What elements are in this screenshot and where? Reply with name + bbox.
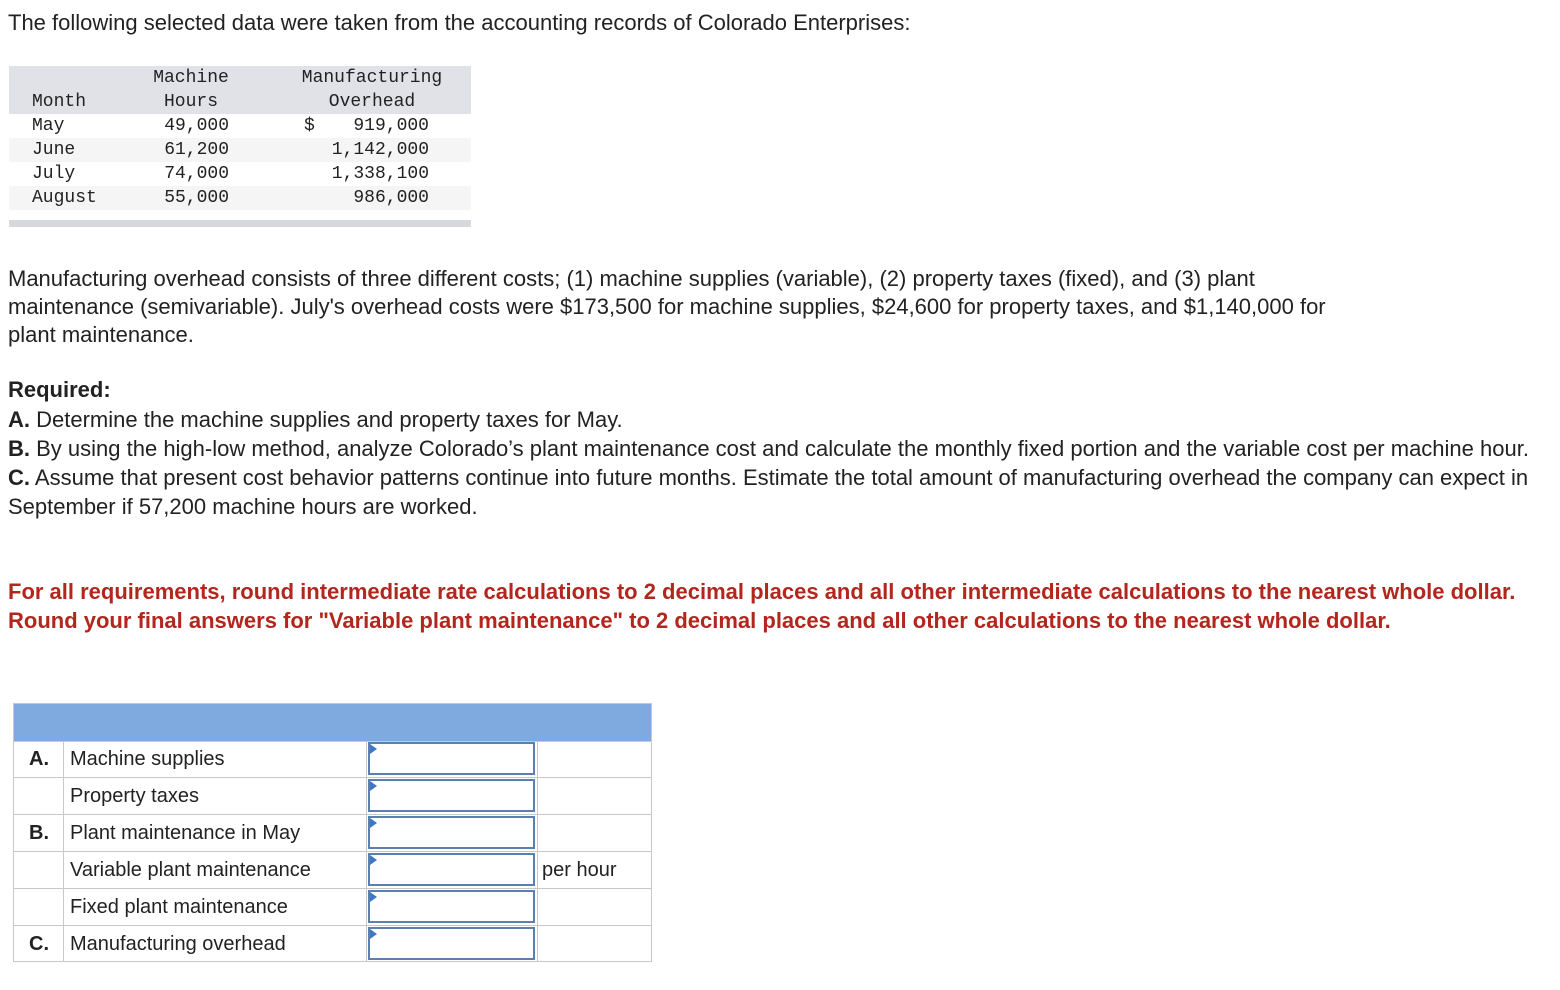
row-letter: C. bbox=[29, 933, 49, 955]
row-unit: per hour bbox=[542, 859, 617, 881]
requirement-b-text: By using the high-low method, analyze Colorado’s plant maintenance cost and calculate the monthly fixed portion and the variable cost per machine hour. bbox=[36, 436, 1529, 461]
cell-hours: 61,200 bbox=[164, 140, 229, 160]
cell-month: July bbox=[32, 164, 76, 184]
cell-overhead: 986,000 bbox=[353, 188, 429, 208]
plant-maintenance-may-input[interactable] bbox=[368, 816, 535, 849]
requirements-list bbox=[8, 405, 1538, 521]
property-taxes-input[interactable] bbox=[368, 779, 535, 812]
row-label: Property taxes bbox=[70, 785, 199, 807]
cell-overhead: 1,338,100 bbox=[331, 164, 429, 184]
variable-plant-maintenance-input[interactable] bbox=[368, 853, 535, 886]
overhead-paragraph-line2: maintenance (semivariable). July's overhead costs were $173,500 for machine supplies, $24,600 for property taxes, and $1,140,000 for bbox=[8, 294, 1326, 319]
answer-row-variable-plant-maintenance bbox=[14, 852, 651, 889]
data-table bbox=[9, 66, 471, 227]
requirement-a-text: Determine the machine supplies and property taxes for May. bbox=[36, 407, 623, 432]
row-letter bbox=[14, 852, 64, 888]
answer-row-manufacturing-overhead bbox=[14, 926, 651, 963]
requirement-c bbox=[8, 463, 1538, 521]
row-letter: B. bbox=[29, 822, 49, 844]
answer-row-plant-maintenance-may bbox=[14, 815, 651, 852]
col-header-overhead-line1: Manufacturing bbox=[301, 68, 443, 88]
row-letter bbox=[14, 778, 64, 814]
manufacturing-overhead-input[interactable] bbox=[368, 927, 535, 960]
cell-overhead: 1,142,000 bbox=[331, 140, 429, 160]
answer-table bbox=[13, 703, 652, 962]
requirement-a-label: A. bbox=[8, 407, 30, 432]
cell-hours: 55,000 bbox=[164, 188, 229, 208]
col-header-hours-line2: Hours bbox=[163, 92, 218, 112]
cell-hours: 49,000 bbox=[164, 116, 229, 136]
row-label: Machine supplies bbox=[70, 748, 225, 770]
row-label: Variable plant maintenance bbox=[70, 859, 311, 881]
data-table-bottom-rule bbox=[9, 220, 471, 227]
requirement-b bbox=[8, 434, 1538, 463]
requirement-c-label: C. bbox=[8, 465, 30, 490]
fixed-plant-maintenance-input[interactable] bbox=[368, 890, 535, 923]
row-letter: A. bbox=[29, 748, 49, 770]
row-label: Fixed plant maintenance bbox=[70, 896, 288, 918]
requirement-b-label: B. bbox=[8, 436, 30, 461]
cell-overhead: 919,000 bbox=[353, 116, 429, 136]
cell-month: June bbox=[32, 140, 76, 160]
cell-hours: 74,000 bbox=[164, 164, 229, 184]
cell-dollar-sign: $ bbox=[304, 116, 315, 136]
col-header-hours-line1: Machine bbox=[153, 68, 229, 88]
row-letter bbox=[14, 889, 64, 925]
overhead-paragraph-line3: plant maintenance. bbox=[8, 322, 194, 347]
row-label: Plant maintenance in May bbox=[70, 822, 301, 844]
intro-text: The following selected data were taken from the accounting records of Colorado Enterprises: bbox=[8, 10, 911, 35]
required-heading: Required: bbox=[8, 377, 111, 402]
requirement-c-text: Assume that present cost behavior patterns continue into future months. Estimate the total amount of manufacturing overhead the company can expect in September if 57,200 machine hours are worked. bbox=[8, 465, 1529, 519]
answer-row-machine-supplies bbox=[14, 741, 651, 778]
col-header-month: Month bbox=[32, 92, 87, 112]
answer-row-fixed-plant-maintenance bbox=[14, 889, 651, 926]
cell-month: August bbox=[32, 188, 97, 208]
rounding-instructions: For all requirements, round intermediate rate calculations to 2 decimal places and all other intermediate calculations to the nearest whole dollar. Round your final answers for "Variable plant maintenance" to 2 decimal places and all other calculations to the nearest whole dollar. bbox=[8, 579, 1516, 633]
overhead-paragraph-line1: Manufacturing overhead consists of three different costs; (1) machine supplies (variable), (2) property taxes (fixed), and (3) plant bbox=[8, 266, 1255, 291]
requirement-a bbox=[8, 405, 1538, 434]
answer-row-property-taxes bbox=[14, 778, 651, 815]
machine-supplies-input[interactable] bbox=[368, 742, 535, 775]
col-header-overhead-line2: Overhead bbox=[328, 92, 416, 112]
cell-month: May bbox=[32, 116, 65, 136]
row-label: Manufacturing overhead bbox=[70, 933, 286, 955]
answer-table-header bbox=[14, 704, 651, 742]
